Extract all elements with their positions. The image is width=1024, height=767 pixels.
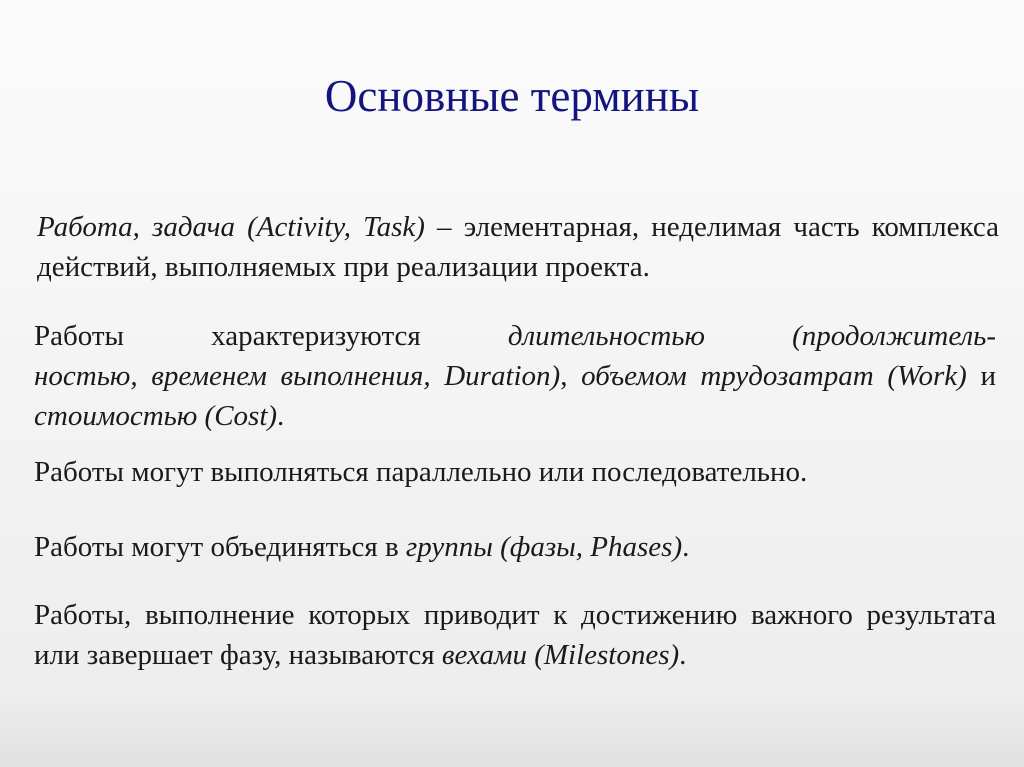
characteristics-and: и (966, 360, 996, 392)
characteristics-intro: Работы характеризуются (34, 320, 508, 352)
paragraph-milestones (34, 595, 996, 675)
term-activity-task: Работа, задача (Activity, Task) (37, 211, 425, 243)
paragraph-parallel-sequential: Работы могут выполняться параллельно или последовательно. (34, 456, 808, 488)
paragraph-activity-definition (37, 207, 999, 287)
phases-intro: Работы могут объединяться в (34, 531, 406, 563)
term-cost: стоимостью (Cost) (34, 400, 278, 432)
paragraph-activity-characteristics (34, 316, 996, 436)
term-milestones: вехами (Milestones) (441, 639, 680, 671)
term-work: объемом трудозатрат (Work) (581, 360, 967, 392)
paragraph-phases (34, 527, 996, 567)
characteristics-separator: , (560, 360, 582, 392)
term-duration-part2: ностью, временем выполнения, Duration) (34, 360, 561, 392)
milestones-intro: Работы, выполнение которых приводит к достижению важного результата или завершает фазу, называются (34, 599, 996, 671)
milestones-end: . (679, 639, 687, 671)
term-phases: группы (фазы, Phases) (405, 531, 683, 563)
activity-definition-text: – элементарная, неделимая часть комплекса действий, выполняемых при реализации проекта. (37, 211, 999, 283)
phases-end: . (682, 531, 690, 563)
slide-title: Основные термины (324, 71, 700, 121)
characteristics-end: . (277, 400, 285, 432)
term-duration-part1: длительностью (продолжитель- (507, 320, 997, 352)
characteristics-line-1 (34, 316, 996, 356)
